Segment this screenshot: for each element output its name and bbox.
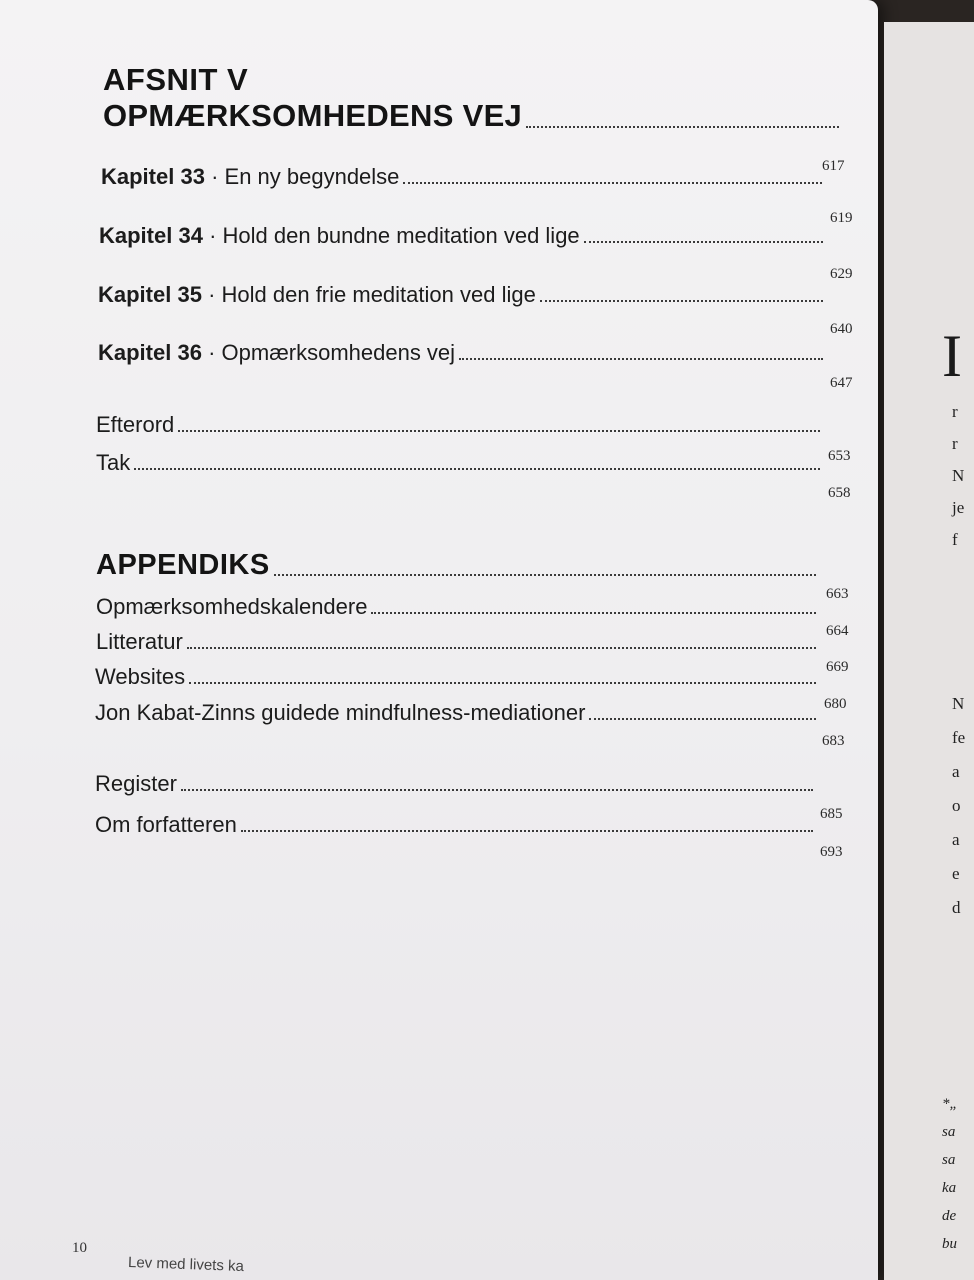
appendix-page-number: 663	[826, 586, 849, 602]
entry-page-number: 664	[826, 623, 849, 639]
chapter-page-number: 647	[830, 375, 853, 391]
toc-entry-appendix-4[interactable]	[95, 700, 820, 726]
text-fragment: e	[952, 864, 960, 883]
footnote-fragment: de	[942, 1208, 957, 1224]
entry-title: Jon Kabat-Zinns guidede mindfulness-mediationer	[95, 700, 586, 725]
footnote-fragment: sa	[942, 1124, 956, 1140]
text-fragment: f	[952, 530, 958, 549]
entry-title: Litteratur	[96, 629, 183, 654]
chapter-title: Hold den frie meditation ved lige	[221, 282, 536, 307]
entry-page-number: 669	[826, 659, 849, 675]
dot-leader	[584, 240, 823, 243]
section-title: OPMÆRKSOMHEDENS VEJ	[103, 98, 523, 133]
toc-entry-appendix-2[interactable]	[96, 629, 820, 655]
dot-leader	[189, 681, 816, 684]
entry-page-number: 653	[828, 448, 851, 464]
drop-cap: I	[942, 323, 962, 389]
footnote-fragment: *„	[942, 1096, 958, 1112]
section-title-row	[103, 98, 843, 134]
text-fragment: r	[952, 402, 958, 421]
separator: ·	[211, 164, 219, 189]
dot-leader	[589, 717, 816, 720]
toc-entry-tak[interactable]	[96, 450, 824, 476]
dot-leader	[403, 181, 822, 184]
footer-page-number: 10	[72, 1240, 87, 1256]
dot-leader	[371, 611, 816, 614]
separator: ·	[208, 340, 216, 365]
section-page-number: 617	[822, 158, 845, 174]
toc-entry-register[interactable]	[95, 771, 817, 797]
dot-leader	[274, 573, 816, 576]
chapter-title: Hold den bundne meditation ved lige	[222, 223, 580, 248]
dot-leader	[540, 299, 823, 302]
text-fragment: d	[952, 898, 961, 917]
dot-leader	[181, 788, 813, 791]
text-fragment: a	[952, 762, 960, 781]
dot-leader	[241, 829, 813, 832]
toc-entry-chapter-34[interactable]	[99, 223, 827, 249]
chapter-page-number: 629	[830, 266, 853, 282]
chapter-page-number: 640	[830, 321, 853, 337]
entry-title: Efterord	[96, 412, 175, 437]
toc-entry-chapter-35[interactable]	[98, 282, 827, 308]
toc-entry-appendix-1[interactable]	[96, 594, 820, 620]
book-page-right	[884, 22, 974, 1280]
entry-page-number: 693	[820, 844, 843, 860]
separator: ·	[209, 223, 217, 248]
dot-leader	[178, 429, 820, 432]
chapter-page-number: 619	[830, 210, 853, 226]
text-fragment: fe	[952, 728, 966, 747]
text-fragment: r	[952, 434, 958, 453]
chapter-title: En ny begyndelse	[224, 164, 400, 189]
entry-page-number: 658	[828, 485, 851, 501]
dot-leader	[134, 467, 820, 470]
entry-page-number: 683	[822, 733, 845, 749]
entry-title: Opmærksomhedskalendere	[96, 594, 368, 619]
toc-entry-efterord[interactable]	[96, 412, 824, 438]
appendix-heading: APPENDIKS	[96, 549, 270, 581]
toc-entry-om-forfatteren[interactable]	[95, 812, 817, 838]
chapter-label: Kapitel 33	[101, 164, 205, 189]
text-fragment: je	[952, 498, 965, 517]
dot-leader	[459, 357, 823, 360]
chapter-label: Kapitel 35	[98, 282, 202, 307]
toc-entry-chapter-36[interactable]	[98, 340, 827, 366]
text-fragment: N	[952, 694, 965, 713]
chapter-label: Kapitel 34	[99, 223, 203, 248]
appendix-heading-row[interactable]	[96, 549, 820, 582]
text-fragment: o	[952, 796, 961, 815]
section-heading: AFSNIT V	[103, 62, 249, 97]
footnote-fragment: bu	[942, 1236, 957, 1252]
entry-title: Websites	[95, 664, 186, 689]
toc-entry-appendix-3[interactable]	[95, 664, 820, 690]
footnote-fragment: sa	[942, 1152, 956, 1168]
text-fragment: N	[952, 466, 965, 485]
footer-running-title: Lev med livets ka	[127, 1253, 245, 1276]
text-fragment: a	[952, 830, 960, 849]
entry-title: Om forfatteren	[95, 812, 237, 837]
chapter-title: Opmærksomhedens vej	[221, 340, 456, 365]
dot-leader	[526, 125, 839, 128]
entry-title: Tak	[96, 450, 131, 475]
dot-leader	[187, 646, 816, 649]
footnote-fragment: ka	[942, 1180, 957, 1196]
toc-entry-chapter-33[interactable]	[101, 164, 826, 190]
chapter-label: Kapitel 36	[98, 340, 202, 365]
entry-page-number: 680	[824, 696, 847, 712]
separator: ·	[208, 282, 216, 307]
entry-title: Register	[95, 771, 177, 796]
entry-page-number: 685	[820, 806, 843, 822]
